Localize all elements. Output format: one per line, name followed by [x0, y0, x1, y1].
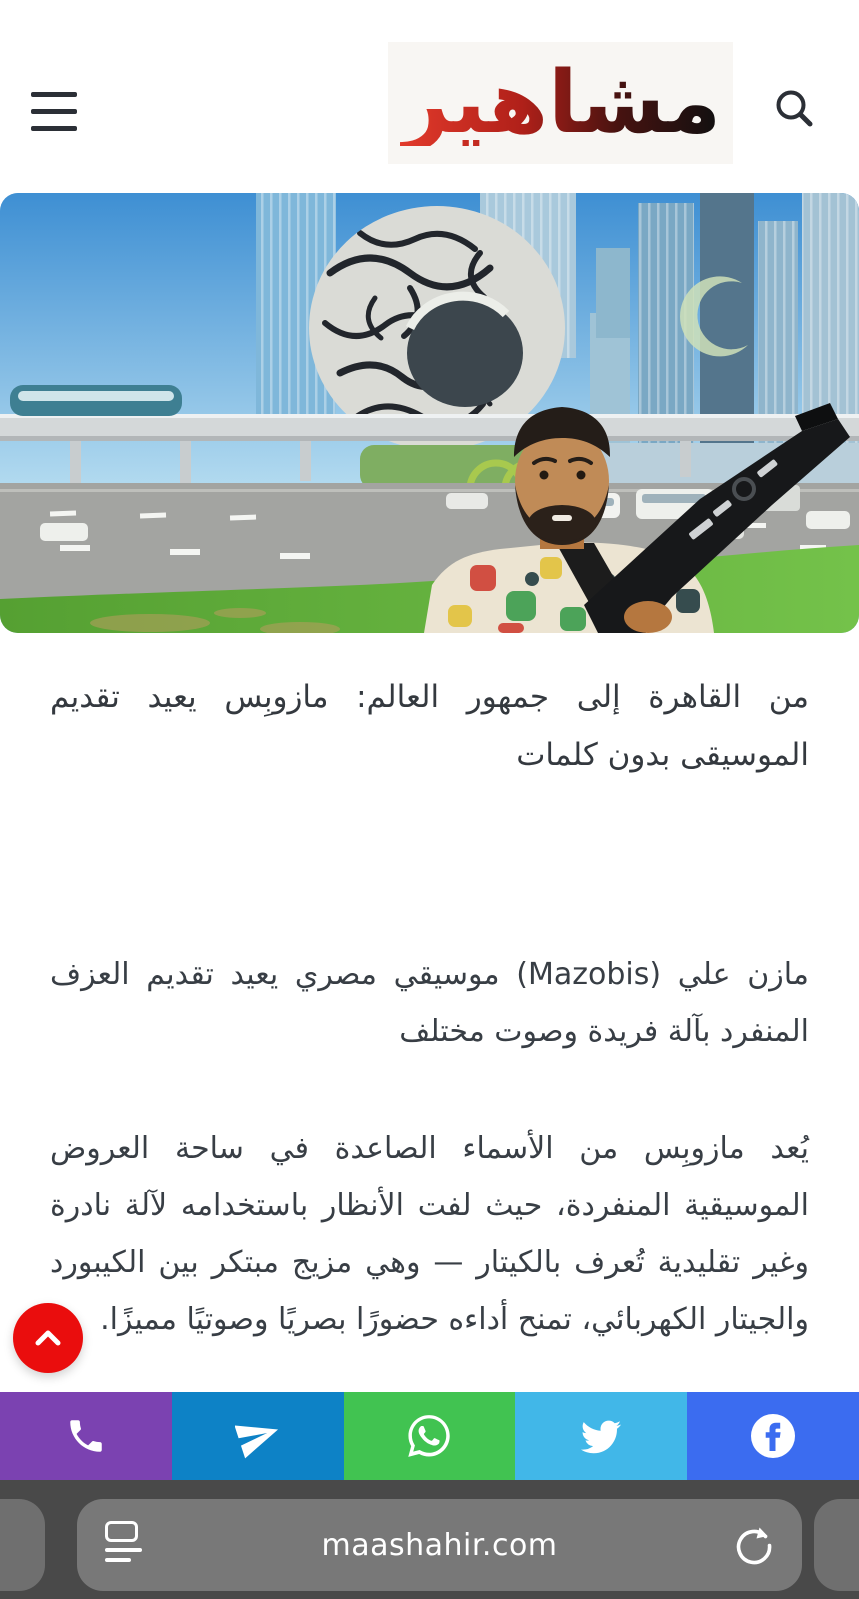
site-header	[0, 0, 859, 193]
whatsapp-icon	[404, 1411, 454, 1461]
search-button[interactable]	[771, 85, 817, 131]
paper-plane-icon	[235, 1413, 281, 1459]
share-bar	[0, 1392, 859, 1480]
url-text: maashahir.com	[321, 1527, 558, 1563]
site-logo-text: مشاهير	[399, 53, 722, 153]
browser-toolbar	[0, 1480, 859, 1599]
share-phone-button[interactable]	[0, 1392, 172, 1480]
reload-icon	[732, 1523, 776, 1567]
article-title: من القاهرة إلى جمهور العالم: مازوبِس يعيد تقديم الموسيقى بدون كلمات	[50, 679, 809, 773]
share-twitter-button[interactable]	[515, 1392, 687, 1480]
search-icon	[771, 85, 817, 131]
hamburger-icon	[31, 109, 77, 114]
previous-tab-preview[interactable]	[0, 1499, 45, 1591]
hero-photo-illustration	[0, 193, 859, 633]
article-body: يُعد مازوبِس من الأسماء الصاعدة في ساحة العروض الموسيقية المنفردة، حيث لفت الأنظار باستخدامه لآلة نادرة وغير تقليدية تُعرف بالكيتار — وهي مزيج مبتكر بين الكيبورد والجيتار الكهربائي، تمنح أداءه حضورًا بصريًا وصوتيًا مميزًا.	[50, 1131, 809, 1337]
hamburger-icon	[31, 92, 77, 97]
facebook-icon	[750, 1413, 796, 1459]
page-menu-line	[105, 1558, 131, 1562]
site-logo[interactable]	[388, 42, 733, 164]
article-lead: مازن علي (Mazobis) موسيقي مصري يعيد تقديم العزف المنفرد بآلة فريدة وصوت مختلف	[50, 957, 809, 1049]
share-whatsapp-button[interactable]	[344, 1392, 516, 1480]
chevron-up-icon	[26, 1323, 70, 1353]
address-bar[interactable]	[77, 1499, 802, 1591]
phone-icon	[65, 1415, 107, 1457]
reload-button[interactable]	[732, 1523, 776, 1567]
hamburger-icon	[31, 126, 77, 131]
share-telegram-button[interactable]	[172, 1392, 344, 1480]
twitter-bird-icon	[578, 1413, 624, 1459]
page-menu-icon[interactable]	[105, 1521, 143, 1569]
article-hero-image	[0, 193, 859, 633]
page-menu-line	[105, 1548, 142, 1552]
next-tab-preview[interactable]	[814, 1499, 859, 1591]
page-menu-box	[105, 1521, 138, 1542]
share-facebook-button[interactable]	[687, 1392, 859, 1480]
menu-button[interactable]	[31, 92, 77, 131]
scroll-to-top-button[interactable]	[13, 1303, 83, 1373]
